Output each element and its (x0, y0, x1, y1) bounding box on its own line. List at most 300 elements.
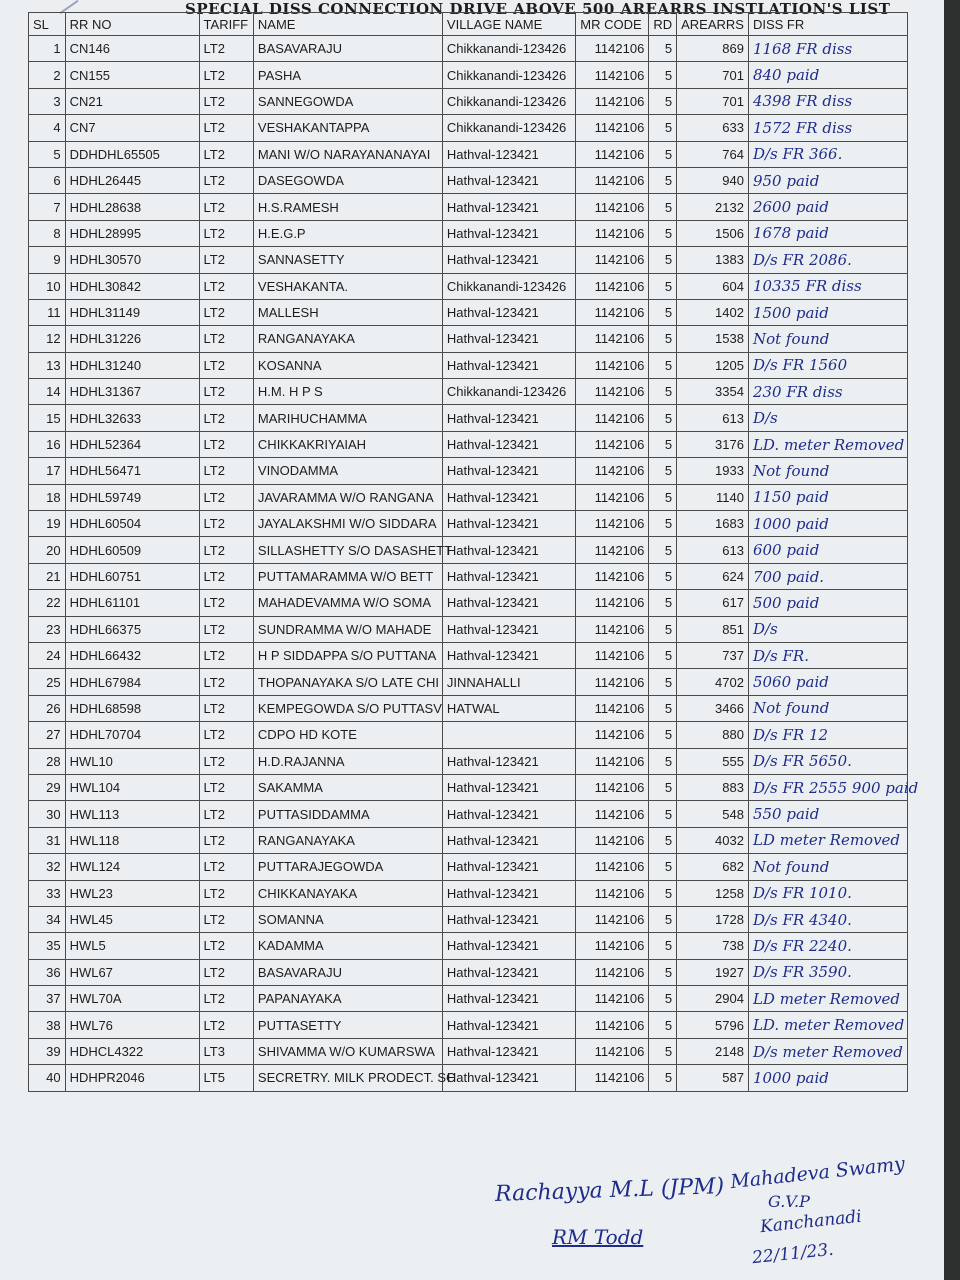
cell-sl: 24 (29, 642, 66, 668)
cell-village: Hathval-123421 (442, 827, 575, 853)
cell-diss-note: D/s FR 2555 900 paid (748, 774, 907, 800)
cell-tariff: LT2 (199, 1012, 253, 1038)
table-row (29, 220, 908, 246)
cell-rr-no: HDHL61101 (65, 590, 199, 616)
cell-name: CHIKKANAYAKA (253, 880, 442, 906)
cell-diss-note: D/s FR 1010. (748, 880, 907, 906)
cell-diss-note: D/s FR 5650. (748, 748, 907, 774)
cell-tariff: LT2 (199, 827, 253, 853)
cell-tariff: LT2 (199, 986, 253, 1012)
cell-tariff: LT2 (199, 88, 253, 114)
cell-arrears: 555 (677, 748, 749, 774)
cell-tariff: LT2 (199, 669, 253, 695)
table-row (29, 299, 908, 325)
cell-tariff: LT2 (199, 273, 253, 299)
cell-rd: 5 (649, 1038, 677, 1064)
cell-arrears: 869 (677, 36, 749, 62)
cell-rd: 5 (649, 141, 677, 167)
cell-village: Hathval-123421 (442, 141, 575, 167)
cell-tariff: LT2 (199, 220, 253, 246)
cell-rr-no: HDHL66432 (65, 642, 199, 668)
cell-mr-code: 1142106 (576, 299, 649, 325)
cell-arrears: 604 (677, 273, 749, 299)
cell-sl: 6 (29, 167, 66, 193)
table-row (29, 379, 908, 405)
table-row (29, 431, 908, 457)
cell-sl: 38 (29, 1012, 66, 1038)
cell-rr-no: HDHL59749 (65, 484, 199, 510)
cell-village: JINNAHALLI (442, 669, 575, 695)
cell-rr-no: CN7 (65, 115, 199, 141)
cell-tariff: LT2 (199, 511, 253, 537)
cell-name: MANI W/O NARAYANANAYAI (253, 141, 442, 167)
cell-sl: 12 (29, 326, 66, 352)
cell-diss-note: 1168 FR diss (748, 36, 907, 62)
cell-sl: 16 (29, 431, 66, 457)
cell-rd: 5 (649, 827, 677, 853)
cell-sl: 36 (29, 959, 66, 985)
cell-arrears: 548 (677, 801, 749, 827)
cell-tariff: LT2 (199, 642, 253, 668)
cell-village: Hathval-123421 (442, 220, 575, 246)
installation-table (28, 12, 919, 1092)
cell-rd: 5 (649, 431, 677, 457)
cell-mr-code: 1142106 (576, 880, 649, 906)
cell-rd: 5 (649, 379, 677, 405)
cell-sl: 10 (29, 273, 66, 299)
cell-rd: 5 (649, 933, 677, 959)
cell-diss-note: Not found (748, 326, 907, 352)
cell-diss-note: 500 paid (748, 590, 907, 616)
cell-rr-no: HDHL31149 (65, 299, 199, 325)
table-row (29, 326, 908, 352)
table-header-row (29, 13, 908, 36)
table-row (29, 933, 908, 959)
table-row (29, 273, 908, 299)
cell-village: Hathval-123421 (442, 801, 575, 827)
cell-diss-note: LD meter Removed (748, 827, 907, 853)
cell-arrears: 613 (677, 537, 749, 563)
cell-diss-note: D/s FR 4340. (748, 906, 907, 932)
cell-village: Hathval-123421 (442, 563, 575, 589)
cell-arrears: 701 (677, 88, 749, 114)
table-row (29, 247, 908, 273)
table-row (29, 906, 908, 932)
cell-rd: 5 (649, 906, 677, 932)
cell-diss-note: 1150 paid (748, 484, 907, 510)
col-tariff: TARIFF (199, 13, 253, 36)
cell-arrears: 764 (677, 141, 749, 167)
cell-rr-no: HDHL31226 (65, 326, 199, 352)
cell-sl: 5 (29, 141, 66, 167)
signature-left-sign: RM Todd (552, 1225, 644, 1249)
table-row (29, 642, 908, 668)
cell-sl: 8 (29, 220, 66, 246)
cell-village: Hathval-123421 (442, 748, 575, 774)
cell-tariff: LT2 (199, 616, 253, 642)
cell-rd: 5 (649, 1065, 677, 1091)
cell-diss-note: 950 paid (748, 167, 907, 193)
cell-arrears: 1258 (677, 880, 749, 906)
cell-rd: 5 (649, 801, 677, 827)
cell-sl: 3 (29, 88, 66, 114)
cell-rd: 5 (649, 722, 677, 748)
table-row (29, 88, 908, 114)
cell-rr-no: HWL67 (65, 959, 199, 985)
cell-rd: 5 (649, 563, 677, 589)
table-row (29, 774, 908, 800)
cell-name: SILLASHETTY S/O DASASHETT (253, 537, 442, 563)
cell-name: BASAVARAJU (253, 36, 442, 62)
cell-tariff: LT2 (199, 431, 253, 457)
cell-village: Hathval-123421 (442, 1065, 575, 1091)
cell-rd: 5 (649, 1012, 677, 1038)
cell-name: H.E.G.P (253, 220, 442, 246)
cell-name: SOMANNA (253, 906, 442, 932)
cell-village: Chikkanandi-123426 (442, 379, 575, 405)
cell-tariff: LT2 (199, 906, 253, 932)
cell-name: BASAVARAJU (253, 959, 442, 985)
cell-village: Hathval-123421 (442, 959, 575, 985)
cell-sl: 4 (29, 115, 66, 141)
cell-tariff: LT2 (199, 484, 253, 510)
cell-village: Hathval-123421 (442, 458, 575, 484)
cell-diss-note: 700 paid. (748, 563, 907, 589)
cell-name: KADAMMA (253, 933, 442, 959)
cell-mr-code: 1142106 (576, 511, 649, 537)
cell-rd: 5 (649, 590, 677, 616)
cell-diss-note: 10335 FR diss (748, 273, 907, 299)
table-row (29, 141, 908, 167)
cell-sl: 15 (29, 405, 66, 431)
col-sl: SL (29, 13, 66, 36)
table-row (29, 352, 908, 378)
cell-village: Hathval-123421 (442, 194, 575, 220)
cell-name: PASHA (253, 62, 442, 88)
cell-name: CDPO HD KOTE (253, 722, 442, 748)
cell-tariff: LT2 (199, 854, 253, 880)
cell-name: H.D.RAJANNA (253, 748, 442, 774)
cell-village: Hathval-123421 (442, 299, 575, 325)
cell-rd: 5 (649, 484, 677, 510)
cell-diss-note: 1572 FR diss (748, 115, 907, 141)
cell-mr-code: 1142106 (576, 36, 649, 62)
cell-sl: 11 (29, 299, 66, 325)
cell-rd: 5 (649, 537, 677, 563)
cell-arrears: 5796 (677, 1012, 749, 1038)
cell-mr-code: 1142106 (576, 748, 649, 774)
cell-diss-note: D/s (748, 405, 907, 431)
cell-mr-code: 1142106 (576, 352, 649, 378)
cell-village: Hathval-123421 (442, 933, 575, 959)
cell-mr-code: 1142106 (576, 1012, 649, 1038)
cell-mr-code: 1142106 (576, 695, 649, 721)
cell-name: SUNDRAMMA W/O MAHADE (253, 616, 442, 642)
cell-arrears: 851 (677, 616, 749, 642)
cell-name: SANNEGOWDA (253, 88, 442, 114)
cell-sl: 27 (29, 722, 66, 748)
cell-sl: 37 (29, 986, 66, 1012)
table-row (29, 1065, 908, 1091)
cell-name: DASEGOWDA (253, 167, 442, 193)
cell-rr-no: HDHL32633 (65, 405, 199, 431)
cell-mr-code: 1142106 (576, 1038, 649, 1064)
cell-rr-no: HWL23 (65, 880, 199, 906)
cell-rr-no: HWL70A (65, 986, 199, 1012)
cell-rd: 5 (649, 247, 677, 273)
cell-arrears: 587 (677, 1065, 749, 1091)
col-rr-no: RR NO (65, 13, 199, 36)
cell-name: MARIHUCHAMMA (253, 405, 442, 431)
cell-name: JAVARAMMA W/O RANGANA (253, 484, 442, 510)
cell-mr-code: 1142106 (576, 247, 649, 273)
cell-rd: 5 (649, 774, 677, 800)
cell-diss-note: 1000 paid (748, 511, 907, 537)
cell-arrears: 1538 (677, 326, 749, 352)
cell-rr-no: CN21 (65, 88, 199, 114)
cell-rd: 5 (649, 405, 677, 431)
cell-diss-note: 600 paid (748, 537, 907, 563)
cell-arrears: 624 (677, 563, 749, 589)
table-row (29, 695, 908, 721)
cell-rd: 5 (649, 115, 677, 141)
cell-diss-note: D/s meter Removed (748, 1038, 907, 1064)
table-row (29, 511, 908, 537)
cell-name: MAHADEVAMMA W/O SOMA (253, 590, 442, 616)
cell-village: Hathval-123421 (442, 906, 575, 932)
cell-diss-note: Not found (748, 458, 907, 484)
cell-mr-code: 1142106 (576, 484, 649, 510)
cell-tariff: LT2 (199, 537, 253, 563)
cell-tariff: LT2 (199, 299, 253, 325)
cell-diss-note: D/s (748, 616, 907, 642)
cell-rr-no: HDHL31240 (65, 352, 199, 378)
cell-diss-note: D/s FR. (748, 642, 907, 668)
cell-rr-no: HDHL31367 (65, 379, 199, 405)
cell-sl: 25 (29, 669, 66, 695)
cell-rr-no: HDHL68598 (65, 695, 199, 721)
cell-rr-no: HDHL66375 (65, 616, 199, 642)
cell-sl: 19 (29, 511, 66, 537)
cell-mr-code: 1142106 (576, 906, 649, 932)
cell-diss-note: LD. meter Removed (748, 431, 907, 457)
cell-rr-no: HDHL30842 (65, 273, 199, 299)
cell-arrears: 883 (677, 774, 749, 800)
cell-tariff: LT3 (199, 1038, 253, 1064)
table-row (29, 167, 908, 193)
cell-diss-note: LD meter Removed (748, 986, 907, 1012)
cell-diss-note: Not found (748, 695, 907, 721)
cell-tariff: LT2 (199, 959, 253, 985)
col-rd: RD (649, 13, 677, 36)
cell-sl: 2 (29, 62, 66, 88)
cell-diss-note: D/s FR 1560 (748, 352, 907, 378)
cell-mr-code: 1142106 (576, 590, 649, 616)
cell-name: RANGANAYAKA (253, 326, 442, 352)
cell-sl: 40 (29, 1065, 66, 1091)
cell-tariff: LT2 (199, 880, 253, 906)
cell-village: HATWAL (442, 695, 575, 721)
cell-rd: 5 (649, 458, 677, 484)
table-row (29, 854, 908, 880)
cell-arrears: 4702 (677, 669, 749, 695)
cell-tariff: LT2 (199, 62, 253, 88)
cell-rr-no: HDHL30570 (65, 247, 199, 273)
table-body (29, 36, 919, 1092)
cell-rd: 5 (649, 220, 677, 246)
cell-mr-code: 1142106 (576, 141, 649, 167)
table-row (29, 194, 908, 220)
cell-diss-note: 1678 paid (748, 220, 907, 246)
cell-village: Hathval-123421 (442, 1038, 575, 1064)
col-arrears: AREARRS (677, 13, 749, 36)
cell-name: PUTTASETTY (253, 1012, 442, 1038)
cell-name: H.M. H P S (253, 379, 442, 405)
cell-rr-no: HWL124 (65, 854, 199, 880)
signature-right-date: 22/11/23. (751, 1239, 835, 1269)
cell-diss-note: 5060 paid (748, 669, 907, 695)
cell-mr-code: 1142106 (576, 405, 649, 431)
cell-rr-no: HDHL60504 (65, 511, 199, 537)
cell-village: Hathval-123421 (442, 642, 575, 668)
cell-tariff: LT2 (199, 247, 253, 273)
cell-name: RANGANAYAKA (253, 827, 442, 853)
cell-mr-code: 1142106 (576, 642, 649, 668)
cell-mr-code: 1142106 (576, 167, 649, 193)
cell-arrears: 1506 (677, 220, 749, 246)
table-row (29, 748, 908, 774)
cell-name: CHIKKAKRIYAIAH (253, 431, 442, 457)
cell-rd: 5 (649, 986, 677, 1012)
cell-arrears: 1140 (677, 484, 749, 510)
cell-name: H P SIDDAPPA S/O PUTTANA (253, 642, 442, 668)
cell-arrears: 617 (677, 590, 749, 616)
cell-mr-code: 1142106 (576, 563, 649, 589)
table-row (29, 722, 908, 748)
cell-name: VESHAKANTA. (253, 273, 442, 299)
cell-tariff: LT2 (199, 115, 253, 141)
cell-rr-no: HWL5 (65, 933, 199, 959)
cell-arrears: 3466 (677, 695, 749, 721)
cell-rd: 5 (649, 669, 677, 695)
cell-arrears: 880 (677, 722, 749, 748)
cell-sl: 20 (29, 537, 66, 563)
cell-arrears: 940 (677, 167, 749, 193)
cell-rr-no: HDHPR2046 (65, 1065, 199, 1091)
table-row (29, 1038, 908, 1064)
cell-tariff: LT5 (199, 1065, 253, 1091)
cell-tariff: LT2 (199, 352, 253, 378)
cell-rr-no: HWL76 (65, 1012, 199, 1038)
cell-rr-no: HDHL56471 (65, 458, 199, 484)
cell-rd: 5 (649, 642, 677, 668)
cell-sl: 14 (29, 379, 66, 405)
cell-sl: 35 (29, 933, 66, 959)
cell-rd: 5 (649, 88, 677, 114)
cell-mr-code: 1142106 (576, 986, 649, 1012)
cell-village: Hathval-123421 (442, 431, 575, 457)
cell-mr-code: 1142106 (576, 273, 649, 299)
cell-rr-no: HDHL52364 (65, 431, 199, 457)
cell-sl: 34 (29, 906, 66, 932)
cell-diss-note: 550 paid (748, 801, 907, 827)
cell-sl: 28 (29, 748, 66, 774)
cell-village: Hathval-123421 (442, 854, 575, 880)
cell-sl: 17 (29, 458, 66, 484)
cell-rd: 5 (649, 511, 677, 537)
table-row (29, 1012, 908, 1038)
col-village: VILLAGE NAME (442, 13, 575, 36)
cell-village (442, 722, 575, 748)
table-row (29, 115, 908, 141)
cell-arrears: 1402 (677, 299, 749, 325)
cell-rd: 5 (649, 748, 677, 774)
cell-diss-note: 4398 FR diss (748, 88, 907, 114)
table-row (29, 484, 908, 510)
cell-tariff: LT2 (199, 167, 253, 193)
cell-sl: 9 (29, 247, 66, 273)
cell-mr-code: 1142106 (576, 88, 649, 114)
signature-right-role: G.V.P (768, 1192, 810, 1211)
cell-village: Chikkanandi-123426 (442, 62, 575, 88)
col-name: NAME (253, 13, 442, 36)
cell-arrears: 1683 (677, 511, 749, 537)
cell-sl: 21 (29, 563, 66, 589)
cell-sl: 31 (29, 827, 66, 853)
cell-arrears: 701 (677, 62, 749, 88)
cell-sl: 18 (29, 484, 66, 510)
cell-rr-no: HWL45 (65, 906, 199, 932)
cell-village: Chikkanandi-123426 (442, 273, 575, 299)
cell-arrears: 613 (677, 405, 749, 431)
cell-name: THOPANAYAKA S/O LATE CHI (253, 669, 442, 695)
cell-rr-no: HDHL28638 (65, 194, 199, 220)
cell-name: PUTTASIDDAMMA (253, 801, 442, 827)
table-row (29, 959, 908, 985)
cell-rr-no: HWL118 (65, 827, 199, 853)
cell-mr-code: 1142106 (576, 933, 649, 959)
cell-diss-note: Not found (748, 854, 907, 880)
cell-name: JAYALAKSHMI W/O SIDDARA (253, 511, 442, 537)
table-row (29, 405, 908, 431)
cell-rd: 5 (649, 854, 677, 880)
cell-arrears: 633 (677, 115, 749, 141)
cell-sl: 7 (29, 194, 66, 220)
cell-village: Hathval-123421 (442, 590, 575, 616)
cell-diss-note: 2600 paid (748, 194, 907, 220)
cell-mr-code: 1142106 (576, 62, 649, 88)
cell-rr-no: HDHCL4322 (65, 1038, 199, 1064)
cell-rd: 5 (649, 167, 677, 193)
cell-village: Hathval-123421 (442, 352, 575, 378)
cell-tariff: LT2 (199, 194, 253, 220)
cell-name: PUTTARAJEGOWDA (253, 854, 442, 880)
cell-tariff: LT2 (199, 563, 253, 589)
cell-name: KEMPEGOWDA S/O PUTTASV (253, 695, 442, 721)
cell-village: Hathval-123421 (442, 511, 575, 537)
cell-arrears: 3354 (677, 379, 749, 405)
cell-rr-no: HDHL60751 (65, 563, 199, 589)
cell-name: VINODAMMA (253, 458, 442, 484)
cell-village: Hathval-123421 (442, 326, 575, 352)
table-row (29, 669, 908, 695)
cell-rd: 5 (649, 273, 677, 299)
cell-village: Chikkanandi-123426 (442, 36, 575, 62)
cell-name: SHIVAMMA W/O KUMARSWA (253, 1038, 442, 1064)
cell-name: PUTTAMARAMMA W/O BETT (253, 563, 442, 589)
document-title: SPECIAL DISS CONNECTION DRIVE ABOVE 500 AREARRS INSTLATION'S LIST (185, 0, 891, 18)
cell-arrears: 2148 (677, 1038, 749, 1064)
